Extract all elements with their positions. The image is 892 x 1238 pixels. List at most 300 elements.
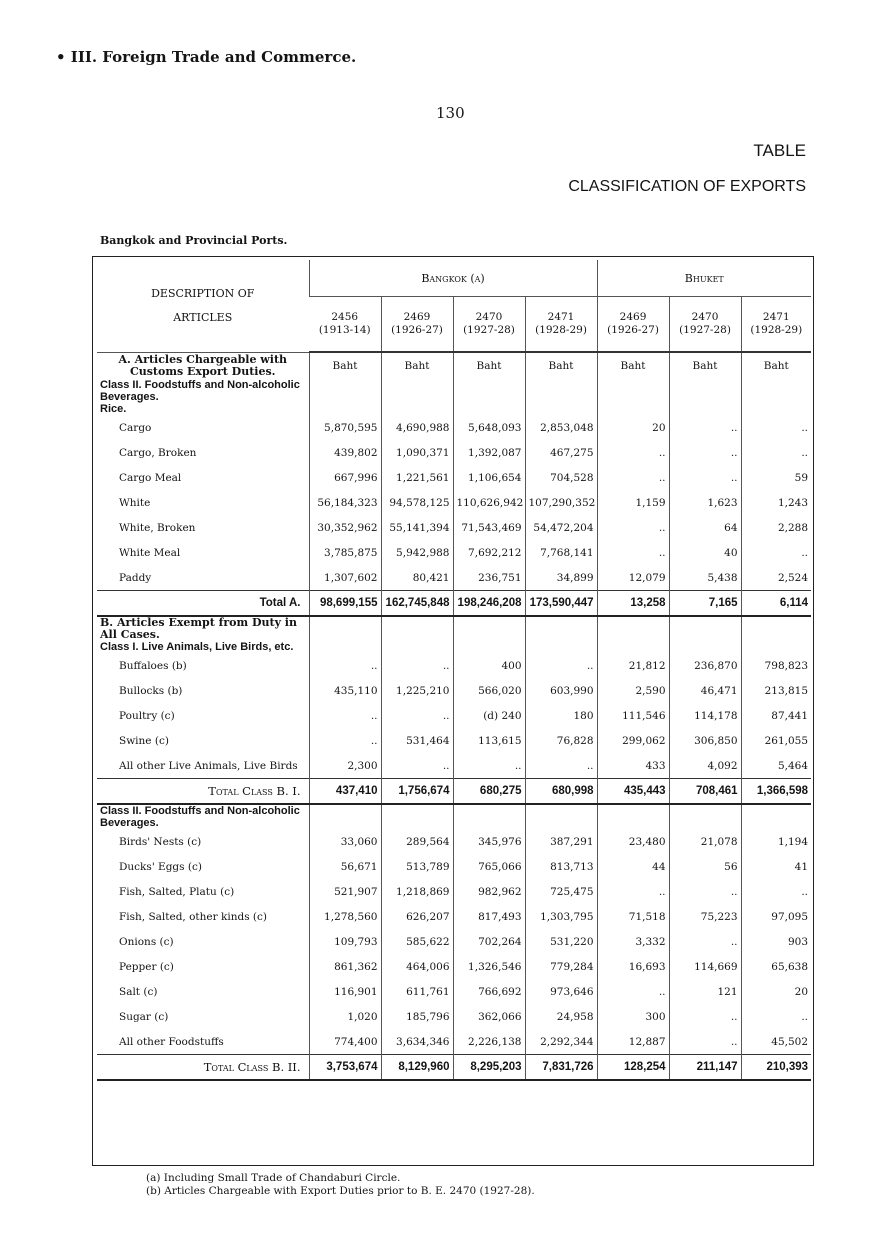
row-label <box>97 540 309 565</box>
row-label <box>97 490 309 515</box>
table-row <box>97 879 811 904</box>
total-value-cell: 173,590,447 <box>525 591 597 617</box>
total-value-cell: 198,246,208 <box>453 591 525 617</box>
blank-cell <box>741 804 811 829</box>
value-cell: 236,751 <box>453 565 525 591</box>
total-value-cell: 8,295,203 <box>453 1055 525 1081</box>
total-a-row-label: Total A. <box>97 591 309 617</box>
section-a-class-title <box>97 379 811 403</box>
year-header <box>525 297 597 353</box>
blank-cell <box>741 616 811 641</box>
value-cell: (d) 240 <box>453 703 525 728</box>
value-cell: 4,092 <box>669 753 741 779</box>
row-label <box>97 979 309 1004</box>
class-b1-title <box>97 641 811 653</box>
row-label <box>97 829 309 854</box>
blank-cell <box>309 616 381 641</box>
value-cell: 2,288 <box>741 515 811 540</box>
value-cell: 798,823 <box>741 653 811 678</box>
value-cell: 1,159 <box>597 490 669 515</box>
value-cell: 2,226,138 <box>453 1029 525 1055</box>
total-value-cell: 708,461 <box>669 779 741 805</box>
total-value-cell: 210,393 <box>741 1055 811 1081</box>
header-group-row <box>97 260 811 297</box>
row-label <box>97 929 309 954</box>
value-cell: 65,638 <box>741 954 811 979</box>
value-cell: .. <box>669 440 741 465</box>
unit-cell: Baht <box>597 352 669 379</box>
blank-cell <box>309 641 381 653</box>
table-row <box>97 728 811 753</box>
year-be: 2470 <box>691 311 719 323</box>
value-cell: 531,464 <box>381 728 453 753</box>
total-value-cell: 13,258 <box>597 591 669 617</box>
value-cell: 779,284 <box>525 954 597 979</box>
table-title: CLASSIFICATION OF EXPORTS <box>568 178 806 195</box>
year-header <box>669 297 741 353</box>
value-cell: 56,184,323 <box>309 490 381 515</box>
value-cell: 611,761 <box>381 979 453 1004</box>
value-cell: .. <box>741 540 811 565</box>
class-b1-title-label <box>97 641 309 653</box>
table-row <box>97 979 811 1004</box>
value-cell: 817,493 <box>453 904 525 929</box>
total-value-cell: 7,831,726 <box>525 1055 597 1081</box>
value-cell: .. <box>453 753 525 779</box>
value-cell: 725,475 <box>525 879 597 904</box>
value-cell: 1,218,869 <box>381 879 453 904</box>
row-label-text: Cargo Meal <box>119 471 182 484</box>
value-cell: 64 <box>669 515 741 540</box>
description-header <box>97 260 309 352</box>
value-cell: 20 <box>741 979 811 1004</box>
value-cell: 30,352,962 <box>309 515 381 540</box>
value-cell: 435,110 <box>309 678 381 703</box>
value-cell: .. <box>669 929 741 954</box>
value-cell: 16,693 <box>597 954 669 979</box>
value-cell: 87,441 <box>741 703 811 728</box>
year-header <box>309 297 381 353</box>
row-label-text: Bullocks (b) <box>119 684 183 697</box>
value-cell: 467,275 <box>525 440 597 465</box>
row-label <box>97 678 309 703</box>
blank-cell <box>525 379 597 403</box>
unit-cell: Baht <box>525 352 597 379</box>
row-label <box>97 753 309 779</box>
row-label <box>97 904 309 929</box>
value-cell: 4,690,988 <box>381 415 453 440</box>
value-cell: 45,502 <box>741 1029 811 1055</box>
year-ce: (1927-28) <box>463 324 515 336</box>
table-row <box>97 678 811 703</box>
value-cell: 44 <box>597 854 669 879</box>
value-cell: 1,307,602 <box>309 565 381 591</box>
value-cell: 1,278,560 <box>309 904 381 929</box>
value-cell: .. <box>597 515 669 540</box>
table-row <box>97 415 811 440</box>
section-a-class-title-label <box>97 379 309 403</box>
exports-table <box>97 260 811 1081</box>
value-cell: .. <box>669 1029 741 1055</box>
table-row <box>97 929 811 954</box>
blank-cell <box>669 804 741 829</box>
value-cell: 54,472,204 <box>525 515 597 540</box>
value-cell: .. <box>597 979 669 1004</box>
blank-cell <box>597 804 669 829</box>
value-cell: 41 <box>741 854 811 879</box>
total-value-cell: 680,998 <box>525 779 597 805</box>
row-label-text: Onions (c) <box>119 935 174 948</box>
page-number: 130 <box>436 104 465 122</box>
value-cell: 12,079 <box>597 565 669 591</box>
value-cell: 704,528 <box>525 465 597 490</box>
row-label-text: White <box>119 496 151 509</box>
row-label-text: Buffaloes (b) <box>119 659 187 672</box>
blank-cell <box>741 403 811 415</box>
section-b-title <box>97 616 811 641</box>
value-cell: .. <box>597 879 669 904</box>
value-cell: 20 <box>597 415 669 440</box>
row-label <box>97 703 309 728</box>
value-cell: 433 <box>597 753 669 779</box>
value-cell: 3,785,875 <box>309 540 381 565</box>
value-cell: 766,692 <box>453 979 525 1004</box>
table-row <box>97 854 811 879</box>
ports-subheading: Bangkok and Provincial Ports. <box>100 234 288 247</box>
total-value-cell: 162,745,848 <box>381 591 453 617</box>
value-cell: .. <box>525 653 597 678</box>
blank-cell <box>741 641 811 653</box>
blank-cell <box>669 379 741 403</box>
year-be: 2456 <box>331 311 359 323</box>
section-a-title-text: A. Articles Chargeable with Customs Export Duties. <box>118 352 288 378</box>
year-ce: (1926-27) <box>391 324 443 336</box>
rice-group-title-label <box>97 403 309 415</box>
year-ce: (1926-27) <box>607 324 659 336</box>
value-cell: 2,300 <box>309 753 381 779</box>
section-a-title <box>97 352 811 379</box>
table-row <box>97 540 811 565</box>
row-label-text: Pepper (c) <box>119 960 174 973</box>
row-label-text: White, Broken <box>119 521 196 534</box>
row-label <box>97 465 309 490</box>
blank-cell <box>381 616 453 641</box>
value-cell: 40 <box>669 540 741 565</box>
value-cell: 2,524 <box>741 565 811 591</box>
value-cell: .. <box>741 440 811 465</box>
value-cell: 34,899 <box>525 565 597 591</box>
value-cell: 521,907 <box>309 879 381 904</box>
rice-group-title-text: Rice. <box>100 403 127 415</box>
value-cell: .. <box>741 879 811 904</box>
blank-cell <box>669 641 741 653</box>
blank-cell <box>381 403 453 415</box>
value-cell: 289,564 <box>381 829 453 854</box>
description-header-line1: DESCRIPTION OF <box>151 286 255 300</box>
blank-cell <box>381 379 453 403</box>
blank-cell <box>597 379 669 403</box>
value-cell: 76,828 <box>525 728 597 753</box>
value-cell: 213,815 <box>741 678 811 703</box>
value-cell: 116,901 <box>309 979 381 1004</box>
row-label-text: Ducks' Eggs (c) <box>119 860 202 873</box>
blank-cell <box>453 804 525 829</box>
bangkok-group-header: Bangkok (a) <box>309 260 597 297</box>
year-be: 2469 <box>403 311 431 323</box>
blank-cell <box>381 804 453 829</box>
year-be: 2471 <box>547 311 575 323</box>
value-cell: 33,060 <box>309 829 381 854</box>
section-b-title-text: B. Articles Exempt from Duty in All Cases. <box>100 616 297 641</box>
value-cell: 7,692,212 <box>453 540 525 565</box>
blank-cell <box>453 379 525 403</box>
total-value-cell: 128,254 <box>597 1055 669 1081</box>
value-cell: 2,853,048 <box>525 415 597 440</box>
value-cell: 114,178 <box>669 703 741 728</box>
value-cell: 109,793 <box>309 929 381 954</box>
class-b2-title <box>97 804 811 829</box>
row-label-text: Cargo, Broken <box>119 446 197 459</box>
blank-cell <box>597 641 669 653</box>
value-cell: .. <box>597 465 669 490</box>
total-value-cell: 8,129,960 <box>381 1055 453 1081</box>
value-cell: 59 <box>741 465 811 490</box>
value-cell: 464,006 <box>381 954 453 979</box>
value-cell: 566,020 <box>453 678 525 703</box>
total-b2-row-label: Total Class B. II. <box>97 1055 309 1081</box>
rice-group-title <box>97 403 811 415</box>
value-cell: 765,066 <box>453 854 525 879</box>
value-cell: .. <box>669 465 741 490</box>
table-row <box>97 653 811 678</box>
description-header-line2: ARTICLES <box>173 310 233 324</box>
value-cell: 5,438 <box>669 565 741 591</box>
value-cell: .. <box>525 753 597 779</box>
year-be: 2469 <box>619 311 647 323</box>
row-label <box>97 440 309 465</box>
value-cell: .. <box>381 703 453 728</box>
value-cell: 774,400 <box>309 1029 381 1055</box>
value-cell: .. <box>669 879 741 904</box>
value-cell: 299,062 <box>597 728 669 753</box>
blank-cell <box>453 616 525 641</box>
value-cell: 306,850 <box>669 728 741 753</box>
blank-cell <box>309 403 381 415</box>
unit-cell: Baht <box>741 352 811 379</box>
value-cell: 400 <box>453 653 525 678</box>
year-header <box>597 297 669 353</box>
value-cell: 185,796 <box>381 1004 453 1029</box>
year-be: 2470 <box>475 311 503 323</box>
value-cell: 236,870 <box>669 653 741 678</box>
blank-cell <box>669 616 741 641</box>
class-b2-title-text: Class II. Foodstuffs and Non-alcoholic Beverages. <box>100 805 300 829</box>
value-cell: 626,207 <box>381 904 453 929</box>
value-cell: 5,648,093 <box>453 415 525 440</box>
blank-cell <box>309 804 381 829</box>
value-cell: 1,221,561 <box>381 465 453 490</box>
row-label-text: White Meal <box>119 546 181 559</box>
total-b1-row <box>97 779 811 805</box>
value-cell: 107,290,352 <box>525 490 597 515</box>
blank-cell <box>597 616 669 641</box>
year-be: 2471 <box>762 311 790 323</box>
footnotes <box>146 1172 535 1198</box>
blank-cell <box>453 403 525 415</box>
blank-cell <box>597 403 669 415</box>
row-label-text: Sugar (c) <box>119 1010 169 1023</box>
value-cell: 300 <box>597 1004 669 1029</box>
table-row <box>97 829 811 854</box>
table-row <box>97 565 811 591</box>
class-b2-title-label <box>97 804 309 829</box>
section-b-title-label <box>97 616 309 641</box>
total-value-cell: 435,443 <box>597 779 669 805</box>
value-cell: 121 <box>669 979 741 1004</box>
section-heading: • III. Foreign Trade and Commerce. <box>56 48 357 66</box>
blank-cell <box>525 641 597 653</box>
value-cell: 5,464 <box>741 753 811 779</box>
row-label <box>97 653 309 678</box>
value-cell: 12,887 <box>597 1029 669 1055</box>
table-label: TABLE <box>753 141 806 160</box>
year-ce: (1928-29) <box>535 324 587 336</box>
row-label-text: Poultry (c) <box>119 709 175 722</box>
value-cell: 21,812 <box>597 653 669 678</box>
row-label-text: All other Foodstuffs <box>119 1035 224 1048</box>
value-cell: 982,962 <box>453 879 525 904</box>
blank-cell <box>669 403 741 415</box>
value-cell: 3,332 <box>597 929 669 954</box>
value-cell: .. <box>741 1004 811 1029</box>
row-label-text: Swine (c) <box>119 734 169 747</box>
total-value-cell: 1,366,598 <box>741 779 811 805</box>
value-cell: 3,634,346 <box>381 1029 453 1055</box>
value-cell: 439,802 <box>309 440 381 465</box>
value-cell: 5,870,595 <box>309 415 381 440</box>
value-cell: 23,480 <box>597 829 669 854</box>
row-label <box>97 854 309 879</box>
value-cell: .. <box>309 653 381 678</box>
value-cell: 1,326,546 <box>453 954 525 979</box>
total-value-cell: 7,165 <box>669 591 741 617</box>
table-row <box>97 904 811 929</box>
value-cell: 973,646 <box>525 979 597 1004</box>
row-label <box>97 954 309 979</box>
value-cell: 113,615 <box>453 728 525 753</box>
total-value-cell: 680,275 <box>453 779 525 805</box>
blank-cell <box>741 379 811 403</box>
value-cell: 1,225,210 <box>381 678 453 703</box>
value-cell: 513,789 <box>381 854 453 879</box>
table-row <box>97 954 811 979</box>
unit-cell: Baht <box>669 352 741 379</box>
unit-cell: Baht <box>453 352 525 379</box>
value-cell: 667,996 <box>309 465 381 490</box>
year-header <box>453 297 525 353</box>
value-cell: 1,303,795 <box>525 904 597 929</box>
table-row <box>97 440 811 465</box>
year-ce: (1913-14) <box>318 324 371 336</box>
value-cell: 55,141,394 <box>381 515 453 540</box>
value-cell: 5,942,988 <box>381 540 453 565</box>
value-cell: 813,713 <box>525 854 597 879</box>
value-cell: .. <box>381 653 453 678</box>
value-cell: 1,020 <box>309 1004 381 1029</box>
value-cell: 861,362 <box>309 954 381 979</box>
value-cell: 110,626,942 <box>453 490 525 515</box>
value-cell: 702,264 <box>453 929 525 954</box>
row-label-text: Birds' Nests (c) <box>119 835 202 848</box>
value-cell: 387,291 <box>525 829 597 854</box>
value-cell: .. <box>597 540 669 565</box>
total-value-cell: 437,410 <box>309 779 381 805</box>
table-row <box>97 753 811 779</box>
unit-cell: Baht <box>381 352 453 379</box>
footnote-b: (b) Articles Chargeable with Export Duties prior to B. E. 2470 (1927-28). <box>146 1185 535 1197</box>
value-cell: 2,590 <box>597 678 669 703</box>
value-cell: 71,543,469 <box>453 515 525 540</box>
row-label-text: Cargo <box>119 421 152 434</box>
value-cell: 903 <box>741 929 811 954</box>
value-cell: 531,220 <box>525 929 597 954</box>
value-cell: .. <box>309 728 381 753</box>
row-label <box>97 515 309 540</box>
table-row <box>97 515 811 540</box>
total-b1-row-label: Total Class B. I. <box>97 779 309 805</box>
blank-cell <box>381 641 453 653</box>
value-cell: 2,292,344 <box>525 1029 597 1055</box>
value-cell: 56 <box>669 854 741 879</box>
value-cell: 7,768,141 <box>525 540 597 565</box>
row-label <box>97 565 309 591</box>
value-cell: .. <box>669 415 741 440</box>
value-cell: 1,623 <box>669 490 741 515</box>
value-cell: .. <box>597 440 669 465</box>
row-label <box>97 1029 309 1055</box>
value-cell: 1,194 <box>741 829 811 854</box>
bhuket-group-header: Bhuket <box>597 260 811 297</box>
year-ce: (1927-28) <box>679 324 731 336</box>
table-row <box>97 490 811 515</box>
value-cell: 362,066 <box>453 1004 525 1029</box>
blank-cell <box>309 379 381 403</box>
row-label-text: Paddy <box>119 571 152 584</box>
row-label <box>97 1004 309 1029</box>
value-cell: 24,958 <box>525 1004 597 1029</box>
value-cell: .. <box>741 415 811 440</box>
row-label-text: Fish, Salted, other kinds (c) <box>119 910 267 923</box>
value-cell: 111,546 <box>597 703 669 728</box>
total-value-cell: 6,114 <box>741 591 811 617</box>
value-cell: .. <box>669 1004 741 1029</box>
row-label <box>97 728 309 753</box>
year-ce: (1928-29) <box>750 324 803 336</box>
value-cell: 585,622 <box>381 929 453 954</box>
row-label <box>97 879 309 904</box>
footnote-a: (a) Including Small Trade of Chandaburi Circle. <box>146 1172 401 1184</box>
value-cell: 56,671 <box>309 854 381 879</box>
table-row <box>97 1004 811 1029</box>
value-cell: 21,078 <box>669 829 741 854</box>
value-cell: .. <box>309 703 381 728</box>
value-cell: .. <box>381 753 453 779</box>
blank-cell <box>525 403 597 415</box>
value-cell: 80,421 <box>381 565 453 591</box>
unit-cell: Baht <box>309 352 381 379</box>
table-row <box>97 465 811 490</box>
value-cell: 1,106,654 <box>453 465 525 490</box>
